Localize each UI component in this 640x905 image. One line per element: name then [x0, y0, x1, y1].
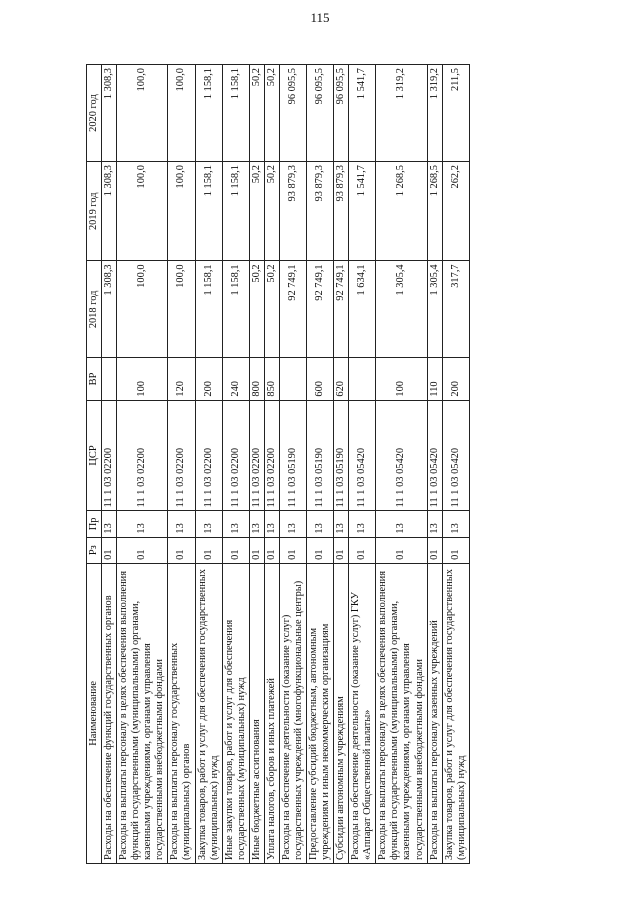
cell-vr: 120 — [168, 358, 195, 400]
cell-rz: 01 — [264, 537, 279, 563]
cell-pr: 13 — [349, 511, 376, 537]
cell-2018: 100,0 — [168, 261, 195, 358]
cell-2018: 92 749,1 — [279, 261, 306, 358]
cell-vr: 800 — [249, 358, 264, 400]
table-row — [349, 65, 376, 864]
cell-name: Предоставление субсидий бюджетным, автономным учреждениям и иным некоммерческим организациям — [307, 563, 334, 863]
cell-name: Расходы на выплаты персоналу в целях обеспечения выполнения функций государственными (муниципальными) органами, казенными учреждениями, органами управления государственными внебюджетными фондами — [376, 563, 427, 863]
cell-rz: 01 — [249, 537, 264, 563]
table-row — [264, 65, 279, 864]
cell-2019: 50,2 — [264, 162, 279, 261]
cell-2020: 96 095,5 — [307, 65, 334, 162]
cell-csr: 11 1 03 02200 — [168, 400, 195, 511]
cell-pr: 13 — [117, 511, 168, 537]
cell-2018: 1 308,3 — [102, 261, 117, 358]
cell-2019: 100,0 — [168, 162, 195, 261]
cell-name: Расходы на обеспечение деятельности (оказание услуг) государственных учреждений (многофункциональные центры) — [279, 563, 306, 863]
cell-rz: 01 — [349, 537, 376, 563]
budget-table — [86, 64, 470, 864]
cell-pr: 13 — [442, 511, 469, 537]
cell-name: Расходы на выплаты персоналу казенных учреждений — [427, 563, 442, 863]
cell-csr: 11 1 03 05190 — [334, 400, 349, 511]
table-row — [307, 65, 334, 864]
cell-pr: 13 — [102, 511, 117, 537]
cell-rz: 01 — [427, 537, 442, 563]
cell-2019: 1 268,5 — [427, 162, 442, 261]
table-row — [442, 65, 469, 864]
cell-vr: 100 — [117, 358, 168, 400]
cell-name: Уплата налогов, сборов и иных платежей — [264, 563, 279, 863]
cell-name: Субсидии автономным учреждениям — [334, 563, 349, 863]
cell-2018: 50,2 — [249, 261, 264, 358]
cell-2018: 92 749,1 — [307, 261, 334, 358]
cell-2019: 93 879,3 — [279, 162, 306, 261]
cell-pr: 13 — [222, 511, 249, 537]
cell-2020: 1 541,7 — [349, 65, 376, 162]
cell-rz: 01 — [117, 537, 168, 563]
cell-csr: 11 1 03 02200 — [222, 400, 249, 511]
cell-vr: 600 — [307, 358, 334, 400]
cell-name: Расходы на обеспечение деятельности (оказание услуг) ГКУ «Аппарат Общественной палаты» — [349, 563, 376, 863]
header-2019: 2019 год — [87, 162, 102, 261]
cell-name: Расходы на выплаты персоналу в целях обеспечения выполнения функций государственными (муниципальными) органами, казенными учреждениями, органами управления государственными внебюджетными фондами — [117, 563, 168, 863]
table-row — [195, 65, 222, 864]
cell-2020: 1 319,2 — [376, 65, 427, 162]
cell-rz: 01 — [102, 537, 117, 563]
cell-csr: 11 1 03 02200 — [117, 400, 168, 511]
page-number: 115 — [310, 10, 330, 25]
cell-2020: 1 158,1 — [195, 65, 222, 162]
header-rz: Рз — [87, 537, 102, 563]
cell-vr: 620 — [334, 358, 349, 400]
cell-2019: 1 268,5 — [376, 162, 427, 261]
cell-pr: 13 — [334, 511, 349, 537]
cell-2019: 50,2 — [249, 162, 264, 261]
header-2020: 2020 год — [87, 65, 102, 162]
cell-rz: 01 — [168, 537, 195, 563]
cell-rz: 01 — [307, 537, 334, 563]
table-row — [334, 65, 349, 864]
cell-csr: 11 1 03 05420 — [442, 400, 469, 511]
cell-2019: 1 308,3 — [102, 162, 117, 261]
header-vr: ВР — [87, 358, 102, 400]
cell-csr: 11 1 03 05420 — [349, 400, 376, 511]
cell-pr: 13 — [264, 511, 279, 537]
cell-2018: 1 634,1 — [349, 261, 376, 358]
cell-2019: 1 158,1 — [222, 162, 249, 261]
cell-2020: 1 158,1 — [222, 65, 249, 162]
table-row — [117, 65, 168, 864]
cell-2019: 1 158,1 — [195, 162, 222, 261]
cell-pr: 13 — [168, 511, 195, 537]
cell-name: Расходы на выплаты персоналу государственных (муниципальных) органов — [168, 563, 195, 863]
cell-name: Закупка товаров, работ и услуг для обеспечения государственных (муниципальных) нужд — [442, 563, 469, 863]
rotated-table-wrapper — [86, 64, 568, 864]
cell-vr: 240 — [222, 358, 249, 400]
cell-rz: 01 — [442, 537, 469, 563]
cell-csr: 11 1 03 05190 — [279, 400, 306, 511]
cell-2019: 93 879,3 — [307, 162, 334, 261]
header-2018: 2018 год — [87, 261, 102, 358]
cell-2018: 1 305,4 — [376, 261, 427, 358]
cell-rz: 01 — [222, 537, 249, 563]
table-row — [168, 65, 195, 864]
cell-2018: 1 158,1 — [222, 261, 249, 358]
cell-csr: 11 1 03 05420 — [427, 400, 442, 511]
cell-2018: 92 749,1 — [334, 261, 349, 358]
cell-csr: 11 1 03 02200 — [249, 400, 264, 511]
cell-pr: 13 — [195, 511, 222, 537]
rotated-table-area — [86, 64, 568, 864]
cell-2018: 100,0 — [117, 261, 168, 358]
cell-2020: 100,0 — [117, 65, 168, 162]
cell-2019: 262,2 — [442, 162, 469, 261]
cell-name: Иные бюджетные ассигнования — [249, 563, 264, 863]
cell-vr — [279, 358, 306, 400]
cell-pr: 13 — [249, 511, 264, 537]
table-row — [222, 65, 249, 864]
cell-vr — [102, 358, 117, 400]
table-row — [376, 65, 427, 864]
cell-csr: 11 1 03 02200 — [102, 400, 117, 511]
cell-csr: 11 1 03 02200 — [264, 400, 279, 511]
cell-rz: 01 — [376, 537, 427, 563]
cell-2020: 1 319,2 — [427, 65, 442, 162]
table-row — [102, 65, 117, 864]
table-row — [427, 65, 442, 864]
cell-vr: 850 — [264, 358, 279, 400]
cell-vr: 100 — [376, 358, 427, 400]
cell-2019: 93 879,3 — [334, 162, 349, 261]
cell-2018: 317,7 — [442, 261, 469, 358]
cell-vr: 110 — [427, 358, 442, 400]
cell-pr: 13 — [279, 511, 306, 537]
cell-pr: 13 — [427, 511, 442, 537]
cell-vr: 200 — [442, 358, 469, 400]
cell-2020: 50,2 — [249, 65, 264, 162]
cell-2020: 1 308,3 — [102, 65, 117, 162]
cell-2019: 100,0 — [117, 162, 168, 261]
cell-rz: 01 — [279, 537, 306, 563]
cell-name: Иные закупки товаров, работ и услуг для обеспечения государственных (муниципальных) нужд — [222, 563, 249, 863]
table-row — [249, 65, 264, 864]
header-csr: ЦСР — [87, 400, 102, 511]
cell-2020: 211,5 — [442, 65, 469, 162]
cell-csr: 11 1 03 05190 — [307, 400, 334, 511]
cell-2020: 96 095,5 — [334, 65, 349, 162]
cell-vr — [349, 358, 376, 400]
cell-2018: 1 158,1 — [195, 261, 222, 358]
cell-csr: 11 1 03 02200 — [195, 400, 222, 511]
cell-2019: 1 541,7 — [349, 162, 376, 261]
cell-pr: 13 — [376, 511, 427, 537]
table-row — [279, 65, 306, 864]
cell-name: Закупка товаров, работ и услуг для обеспечения государственных (муниципальных) нужд — [195, 563, 222, 863]
cell-2020: 100,0 — [168, 65, 195, 162]
header-pr: Пр — [87, 511, 102, 537]
cell-2020: 50,2 — [264, 65, 279, 162]
cell-rz: 01 — [195, 537, 222, 563]
cell-pr: 13 — [307, 511, 334, 537]
cell-rz: 01 — [334, 537, 349, 563]
cell-csr: 11 1 03 05420 — [376, 400, 427, 511]
cell-2018: 50,2 — [264, 261, 279, 358]
table-header-row — [87, 65, 102, 864]
cell-name: Расходы на обеспечение функций государственных органов — [102, 563, 117, 863]
header-name: Наименование — [87, 563, 102, 863]
cell-2018: 1 305,4 — [427, 261, 442, 358]
cell-vr: 200 — [195, 358, 222, 400]
cell-2020: 96 095,5 — [279, 65, 306, 162]
